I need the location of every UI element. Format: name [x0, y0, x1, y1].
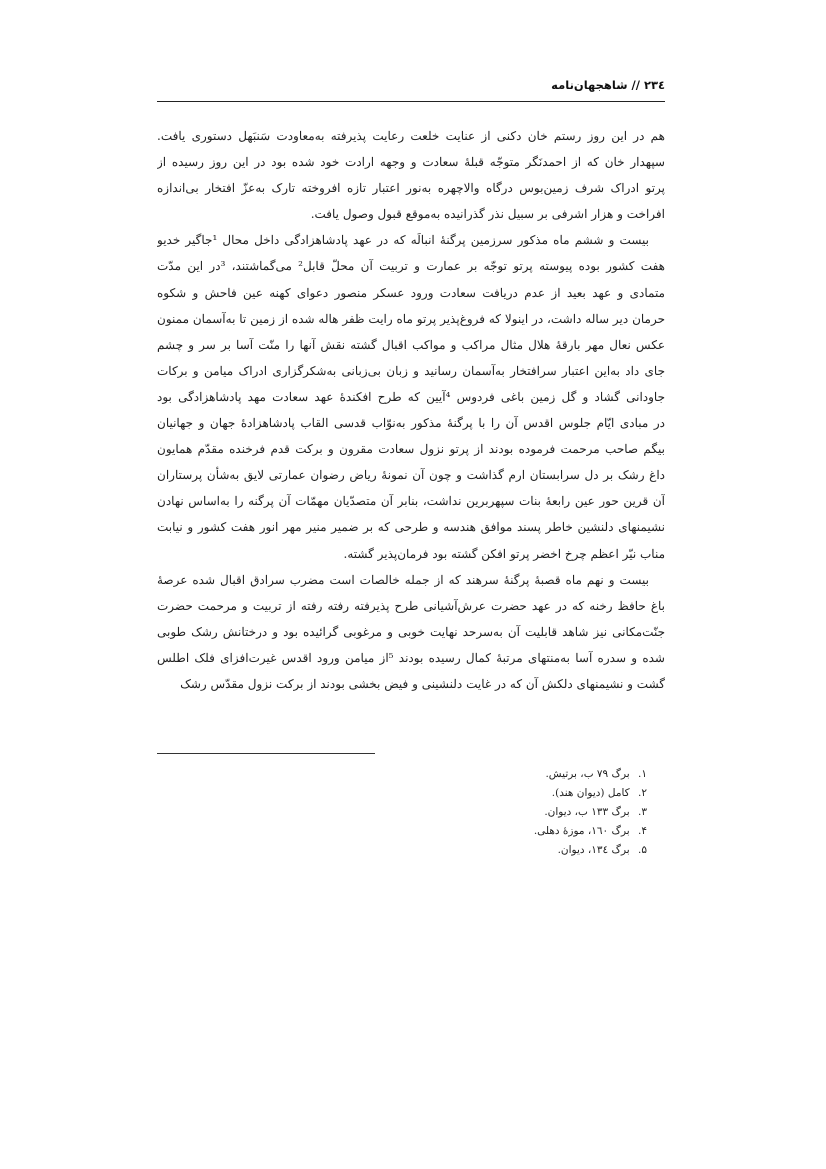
text-line: هفت کشور بوده پیوسته پرتو توجّه بر عمارت و تربیت آن محلّ قابل² می‌گماشتند، ³در این مدّت	[157, 259, 665, 274]
footnote-text: کامل (دیوان هند).	[551, 787, 630, 799]
paragraph	[157, 567, 665, 697]
footnote-number: ۳.	[638, 806, 647, 818]
footnote-number: ۴.	[638, 825, 647, 837]
text-line: بیست و نهم ماه قصبهٔ پرگنهٔ سرهند که از جمله خالصات است مضرب سرادق اقبال شده عرصهٔ	[157, 572, 649, 587]
footnote-text: برگ ۱۳٤، دیوان.	[557, 844, 630, 856]
header-rule	[157, 101, 665, 102]
text-line: جنّت‌مکانی نیز شاهد قابلیت آن به‌سرحد نهایت خوبی و مرغوبی گرائیده بود و درختانش رشک طوبی	[157, 624, 665, 639]
text-line: جای داد به‌این اعتبار سرافتخار به‌آسمان رسانید و زبان بی‌زبانی به‌شکرگزاری ادراک میامن و برکات	[157, 363, 665, 378]
footnote-number: ۲.	[638, 787, 647, 799]
text-line: هم در این روز رستم خان دکنی از عنایت خلعت رعایت پذیرفته به‌معاودت سَنبَهل دستوری یافت.	[157, 129, 665, 143]
footnote	[365, 784, 665, 803]
footnote-text: برگ ۱۳۳ ب، دیوان.	[544, 806, 630, 818]
text-line: گشت و نشیمنهای دلکش آن که در غایت دلنشینی و فیض بخشی بودند از برکت نزول مقدّس رشک	[180, 676, 665, 691]
text-line: عکس نعال مهر بارقهٔ هلال مثال مراکب و مواکب اقبال گشته نقش آنها را منّت آسا بر سر و چشم	[157, 337, 665, 352]
footnote-number: ۱.	[638, 768, 647, 780]
footnote	[365, 765, 665, 784]
paragraph	[157, 227, 665, 566]
text-line: سپهدار خان که از احمدنَگر متوجّه قبلهٔ سعادت و وجهه ارادت خود شده بود در این روز رسیده از	[157, 155, 665, 170]
footnote-rule	[157, 753, 375, 754]
text-line: پرتو ادراک شرف زمین‌بوس درگاه والاچهره به‌نور اعتبار تازه افروخته تارک به‌عزّ افتخار بی‌اندازه	[157, 181, 665, 196]
text-line: باغ حافظ رخنه که در عهد حضرت عرش‌آشیانی طرح پذیرفته رفته رفته از تربیت و مرحمت حضرت	[157, 598, 665, 613]
footnote-number: ۵.	[638, 844, 647, 856]
paragraph	[157, 123, 665, 227]
text-line: بیگم صاحب مرحمت فرموده بودند از پرتو نزول سعادت مقرون و برکت قدم فرخنده مقدّم همایون	[157, 442, 665, 457]
footnote	[365, 822, 665, 841]
text-line: نشیمنهای دلنشین خاطر پسند موافق هندسه و طرحی که بر ضمیر منیر مهر انور هفت کشور و نیابت	[157, 520, 665, 535]
footnote-text: برگ ۷۹ ب، برتیش.	[545, 768, 630, 780]
body-text	[157, 123, 665, 697]
text-line: در مبادی ایّام جلوس اقدس آن را با پرگنهٔ مذکور به‌نوّاب قدسی القاب پادشاهزادهٔ جهان و جهانیان	[157, 416, 665, 431]
text-line: آن قرین حور عین رابعهٔ بنات سپهربرین نداشت، بنابر آن متصدّیان مهمّات آن پرگنه را به‌اساس نهادن	[157, 494, 665, 509]
text-line: داغ رشک بر دل سرابستان ارم گذاشت و چون آن نمونهٔ ریاض رضوان عمارتی لایق به‌شأن پرستاران	[157, 468, 665, 483]
text-line: افراخت و هزار اشرفی بر سبیل نذر گذرانیده به‌موقع قبول وصول یافت.	[310, 207, 665, 222]
footnote-text: برگ ۱٦۰، موزهٔ دهلی.	[533, 825, 630, 837]
text-line: جاودانی گشاد و گل زمین باغی فردوس ⁴آیین که طرح افکندهٔ عهد سعادت مهد پادشاهزادگی بود	[157, 389, 665, 404]
footnote	[365, 803, 665, 822]
text-line: شده و سدره آسا به‌منتهای مرتبهٔ کمال رسیده بودند ⁵از میامن ورود اقدس غیرت‌افزای فلک اطلس	[157, 650, 665, 665]
text-line: بیست و ششم ماه مذکور سرزمین پرگنهٔ انبالَه که در عهد پادشاهزادگی داخل محال ¹جاگیر خدیو	[157, 233, 649, 248]
footnote	[365, 841, 665, 860]
text-line: متمادی و عهد بعید از عدم دریافت سعادت ورود عسکر منصور دعوای کهنه عین فاحش و شکوه	[157, 285, 665, 300]
text-line: حرمان دیر ساله داشت، در اینولا که فروغ‌پذیر پرتو ماه رایت ظفر هاله شده از زمین تا به‌آسمان ممنون	[157, 311, 665, 326]
running-header: ۲۳٤ // شاهجهان‌نامه	[551, 78, 665, 92]
text-line: مناب نیّر اعظم چرخ اخضر پرتو افکن گشته بود فرمان‌پذیر گشته.	[343, 546, 665, 561]
footnotes	[365, 765, 665, 860]
